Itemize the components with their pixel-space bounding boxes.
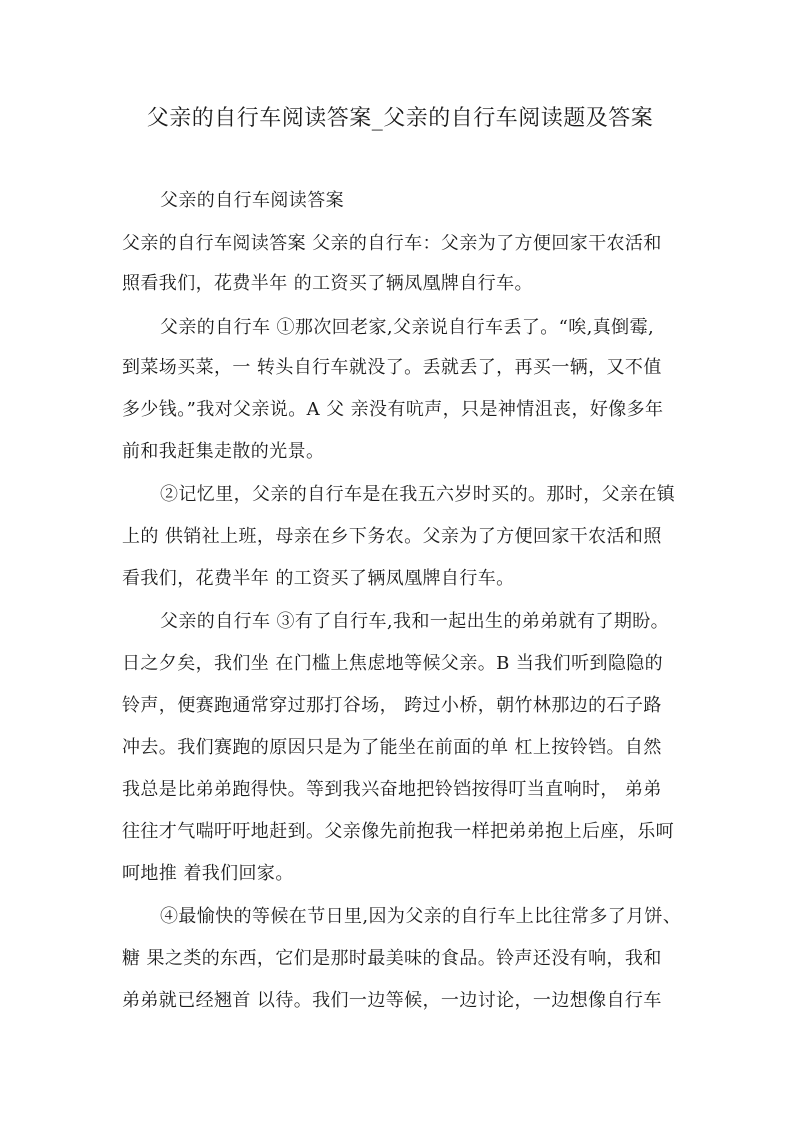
paragraph-line: 到菜场买菜，一 转头自行车就没了。丢就丢了，再买一辆，又不值 — [122, 357, 662, 378]
paragraph-line: 父亲的自行车阅读答案 父亲的自行车：父亲为了方便回家干农活和 — [122, 233, 662, 254]
paragraph-line: 冲去。我们赛跑的原因只是为了能坐在前面的单 杠上按铃铛。自然 — [122, 737, 662, 758]
paragraph-line: 看我们，花费半年 的工资买了辆凤凰牌自行车。 — [122, 568, 515, 589]
document-title: 父亲的自行车阅读答案_父亲的自行车阅读题及答案 — [146, 106, 654, 131]
paragraph-line: ②记忆里，父亲的自行车是在我五六岁时买的。那时，父亲在镇 — [160, 484, 676, 505]
paragraph-line: 父亲的自行车 ①那次回老家,父亲说自行车丢了。“唉,真倒霉, — [160, 317, 655, 338]
paragraph-line: 照看我们，花费半年 的工资买了辆凤凰牌自行车。 — [122, 273, 533, 294]
paragraph-line: 父亲的自行车 ③有了自行车,我和一起出生的弟弟就有了期盼。 — [160, 611, 670, 632]
paragraph-line: 糖 果之类的东西，它们是那时最美味的食品。铃声还没有响，我和 — [122, 948, 662, 969]
paragraph-line: 弟弟就已经翘首 以待。我们一边等候，一边讨论，一边想像自行车 — [122, 990, 662, 1011]
paragraph-line: 铃声，便赛跑通常穿过那打谷场， 跨过小桥，朝竹林那边的石子路 — [122, 695, 662, 716]
paragraph-line: 多少钱。”我对父亲说。A 父 亲没有吭声，只是神情沮丧，好像多年 — [122, 399, 664, 420]
paragraph-line: 我总是比弟弟跑得快。等到我兴奋地把铃铛按得叮当直响时， 弟弟 — [122, 779, 662, 800]
paragraph-line: 往往才气喘吁吁地赶到。父亲像先前抱我一样把弟弟抱上后座，乐呵 — [122, 821, 674, 842]
paragraph-line: 呵地推 着我们回家。 — [122, 863, 294, 884]
paragraph-line: 日之夕矣，我们坐 在门槛上焦虑地等候父亲。B 当我们听到隐隐的 — [122, 653, 664, 674]
paragraph-line: 前和我赶集走散的光景。 — [122, 441, 325, 462]
section-heading: 父亲的自行车阅读答案 — [160, 190, 344, 211]
paragraph-line: 上的 供销社上班，母亲在乡下务农。父亲为了方便回家干农活和照 — [122, 526, 662, 547]
paragraph-line: ④最愉快的等候在节日里,因为父亲的自行车上比往常多了月饼、 — [160, 906, 682, 927]
